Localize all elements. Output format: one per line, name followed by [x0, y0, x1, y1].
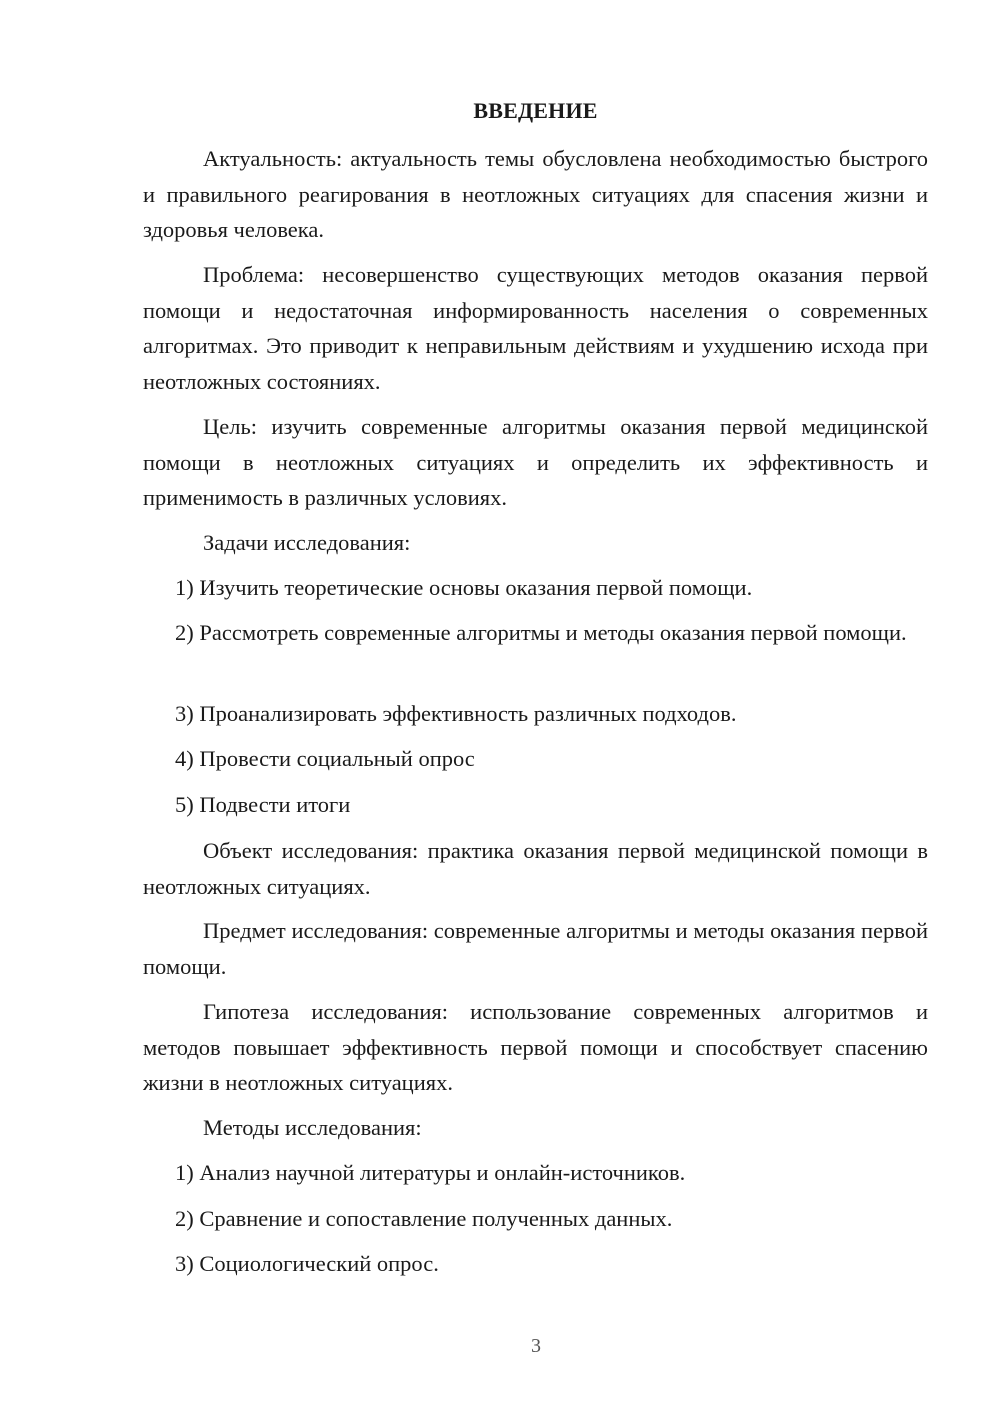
paragraph-goal: Цель: изучить современные алгоритмы оказания первой медицинской помощи в неотложных ситуациях и определить их эффективность и применимость в различных условиях. [143, 414, 928, 510]
list-item-task-2: 2) Рассмотреть современные алгоритмы и методы оказания первой помощи. [175, 620, 907, 645]
list-item-task-3: 3) Проанализировать эффективность различных подходов. [175, 701, 737, 726]
page-number: 3 [531, 1335, 541, 1357]
list-item-task-1: 1) Изучить теоретические основы оказания первой помощи. [175, 575, 753, 600]
paragraph-object: Объект исследования: практика оказания первой медицинской помощи в неотложных ситуациях. [143, 838, 928, 899]
paragraph-tasks-heading: Задачи исследования: [203, 530, 411, 555]
paragraph-methods-heading: Методы исследования: [203, 1115, 422, 1140]
paragraph-relevance: Актуальность: актуальность темы обусловлена необходимостью быстрого и правильного реагирования в неотложных ситуациях для спасения жизни и здоровья человека. [143, 146, 928, 242]
list-item-task-4: 4) Провести социальный опрос [175, 746, 475, 771]
paragraph-problem: Проблема: несовершенство существующих методов оказания первой помощи и недостаточная информированность населения о современных алгоритмах. Это приводит к неправильным действиям и ухудшению исхода при неотложных состояниях. [143, 262, 928, 394]
list-item-method-1: 1) Анализ научной литературы и онлайн-источников. [175, 1160, 686, 1185]
list-item-method-3: 3) Социологический опрос. [175, 1251, 439, 1276]
page-title: ВВЕДЕНИЕ [473, 98, 598, 123]
paragraph-hypothesis: Гипотеза исследования: использование современных алгоритмов и методов повышает эффективность первой помощи и способствует спасению жизни в неотложных ситуациях. [143, 999, 928, 1095]
paragraph-subject: Предмет исследования: современные алгоритмы и методы оказания первой помощи. [143, 918, 928, 979]
list-item-task-5: 5) Подвести итоги [175, 792, 351, 817]
list-item-method-2: 2) Сравнение и сопоставление полученных данных. [175, 1206, 673, 1231]
